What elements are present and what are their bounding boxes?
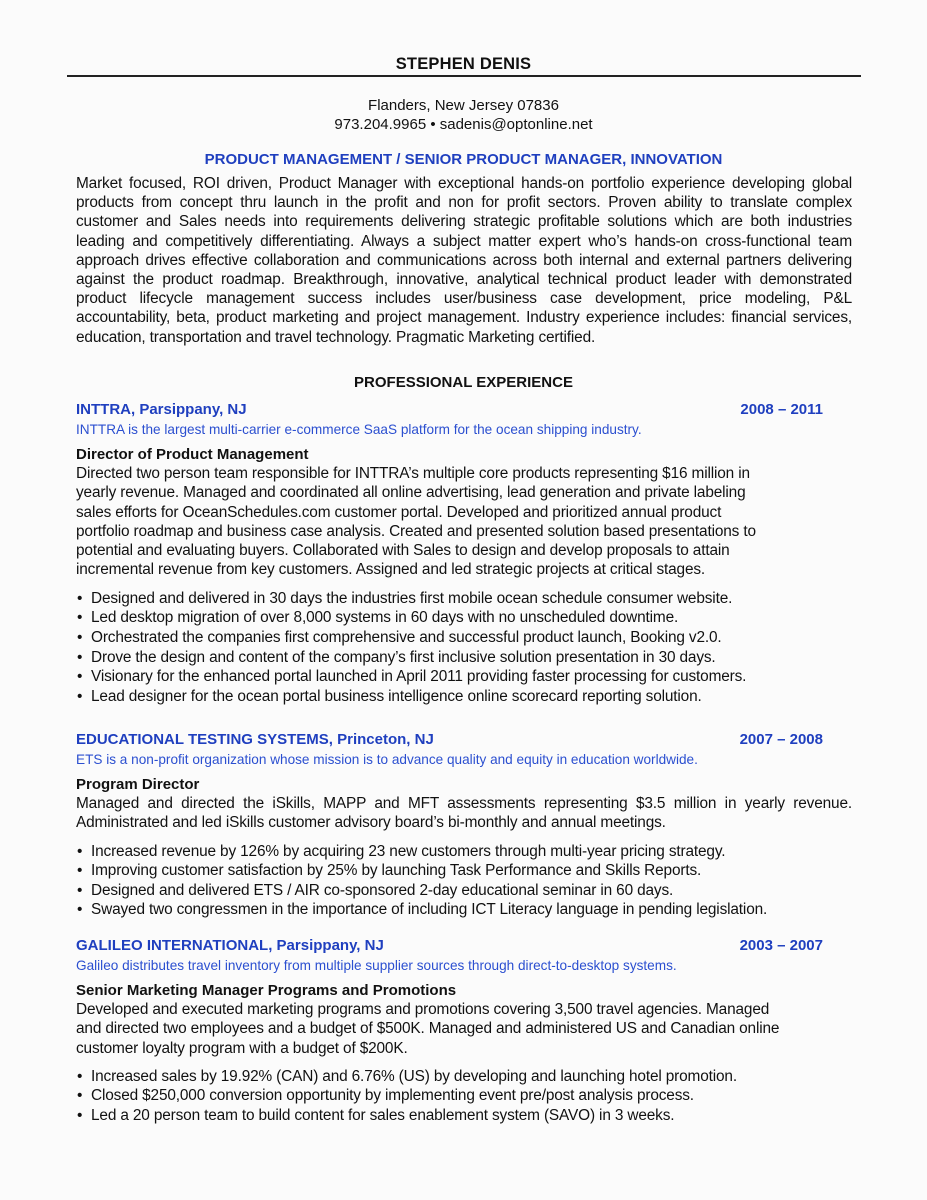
bullet-icon: • [77,842,83,860]
section-title-experience: PROFESSIONAL EXPERIENCE [354,374,573,391]
header-divider [67,75,861,77]
list-item: • Orchestrated the companies first comprehensive and successful product launch, Booking v2.0. [77,628,722,646]
job-role: Director of Product Management [76,446,309,463]
summary-line: sales efforts for OceanSchedules.com customer portal. Developed and prioritized annual product [76,503,722,521]
candidate-name: STEPHEN DENIS [395,55,532,73]
summary-line: potential and evaluating buyers. Collaborated with Sales to design and develop proposals to attain [76,542,730,560]
company-description: INTTRA is the largest multi-carrier e-commerce SaaS platform for the ocean shipping industry. [76,422,642,437]
company-name: GALILEO INTERNATIONAL, Parsippany, NJ [76,937,384,954]
job-summary [76,1000,856,1058]
job-dates: 2007 – 2008 [739,731,823,748]
bullet-icon: • [77,1087,83,1105]
bullet-icon: • [77,628,83,646]
objective-title: PRODUCT MANAGEMENT / SENIOR PRODUCT MANAGER, INNOVATION [204,151,723,168]
list-item: • Swayed two congressmen in the importance of including ICT Literacy language in pending legislation. [77,901,768,919]
list-item: • Led a 20 person team to build content for sales enablement system (SAVO) in 3 weeks. [77,1107,675,1125]
job-galileo [76,937,856,1126]
achievement-list [76,842,856,920]
bullet-icon: • [77,609,83,627]
summary-line: Developed and executed marketing programs and promotions covering 3,500 travel agencies. Managed [76,1001,770,1018]
contact-block [0,96,927,134]
list-item: • Visionary for the enhanced portal launched in April 2011 providing faster processing for customers. [77,668,747,686]
bullet-icon: • [77,668,83,686]
location: Flanders, New Jersey 07836 [368,97,559,114]
job-dates: 2003 – 2007 [739,937,823,954]
summary-line: and directed two employees and a budget of $500K. Managed and administered US and Canadian online [76,1020,780,1038]
list-item: • Lead designer for the ocean portal business intelligence online scorecard reporting solution. [77,687,702,705]
job-ets [76,731,856,920]
list-item: • Increased sales by 19.92% (CAN) and 6.76% (US) by developing and launching hotel promotion. [77,1067,737,1085]
job-header [76,731,856,751]
job-dates: 2008 – 2011 [740,401,823,418]
list-item: • Designed and delivered in 30 days the industries first mobile ocean schedule consumer website. [77,589,733,607]
job-header [76,937,856,957]
job-summary: Managed and directed the iSkills, MAPP and MFT assessments representing $3.5 million in yearly revenue. Administrated and led iSkills customer advisory board’s bi-monthly and annual meetings. [76,795,852,832]
bullet-icon: • [77,881,83,899]
list-item: • Led desktop migration of over 8,000 systems in 60 days with no unscheduled downtime. [77,609,679,627]
bullet-icon: • [77,589,83,607]
company-name: INTTRA, Parsippany, NJ [76,401,247,418]
achievement-list [76,1067,856,1126]
bullet-icon: • [77,687,83,705]
list-item: • Increased revenue by 126% by acquiring 23 new customers through multi-year pricing strategy. [77,842,726,860]
job-role: Senior Marketing Manager Programs and Promotions [76,982,457,999]
summary-line: customer loyalty program with a budget of $200K. [76,1039,408,1057]
summary-line: portfolio roadmap and business case analysis. Created and presented solution based presentations to [76,522,756,540]
summary-paragraph: Market focused, ROI driven, Product Manager with exceptional hands-on portfolio experience developing global products from concept thru launch in the profit and non for profit sectors. Proven ability to translate complex customer and Sales needs into requirements delivering strategic profitable solutions which are both industries leading and competitively differentiating. Always a subject matter expert who’s hands-on cross-functional team approach drives effective collaboration and communications across both internal and external partners delivering against the product roadmap. Breakthrough, innovative, analytical technical product leader with demonstrated product lifecycle management success includes user/business case development, price modeling, P&L accountability, beta, product marketing and project management. Industry experience includes: financial services, education, transportation and travel technology. Pragmatic Marketing certified. [76,175,852,346]
list-item: • Designed and delivered ETS / AIR co-sponsored 2-day educational seminar in 60 days. [77,881,674,899]
phone-email: 973.204.9965 • sadenis@optonline.net [334,116,593,133]
summary-line: yearly revenue. Managed and coordinated all online advertising, lead generation and private labeling [76,484,746,502]
company-name: EDUCATIONAL TESTING SYSTEMS, Princeton, NJ [76,731,434,748]
bullet-icon: • [77,648,83,666]
list-item: • Improving customer satisfaction by 25% by launching Task Performance and Skills Reports. [77,862,702,880]
bullet-icon: • [77,862,83,880]
company-description: Galileo distributes travel inventory from multiple supplier sources through direct-to-desktop systems. [76,958,677,973]
list-item: • Closed $250,000 conversion opportunity by implementing event pre/post analysis process. [77,1087,694,1105]
summary-line: incremental revenue from key customers. Assigned and led strategic projects at critical stages. [76,561,706,579]
job-summary [76,464,856,580]
company-description: ETS is a non-profit organization whose mission is to advance quality and equity in education worldwide. [76,752,698,767]
job-role: Program Director [76,776,200,793]
bullet-icon: • [77,1107,83,1125]
achievement-list [76,589,856,707]
job-inttra [76,401,856,706]
list-item: • Drove the design and content of the company’s first inclusive solution presentation in 30 days. [77,648,716,666]
bullet-icon: • [77,901,83,919]
job-header [76,401,856,421]
summary-line: Directed two person team responsible for INTTRA’s multiple core products representing $16 million in [76,465,750,482]
bullet-icon: • [77,1067,83,1085]
